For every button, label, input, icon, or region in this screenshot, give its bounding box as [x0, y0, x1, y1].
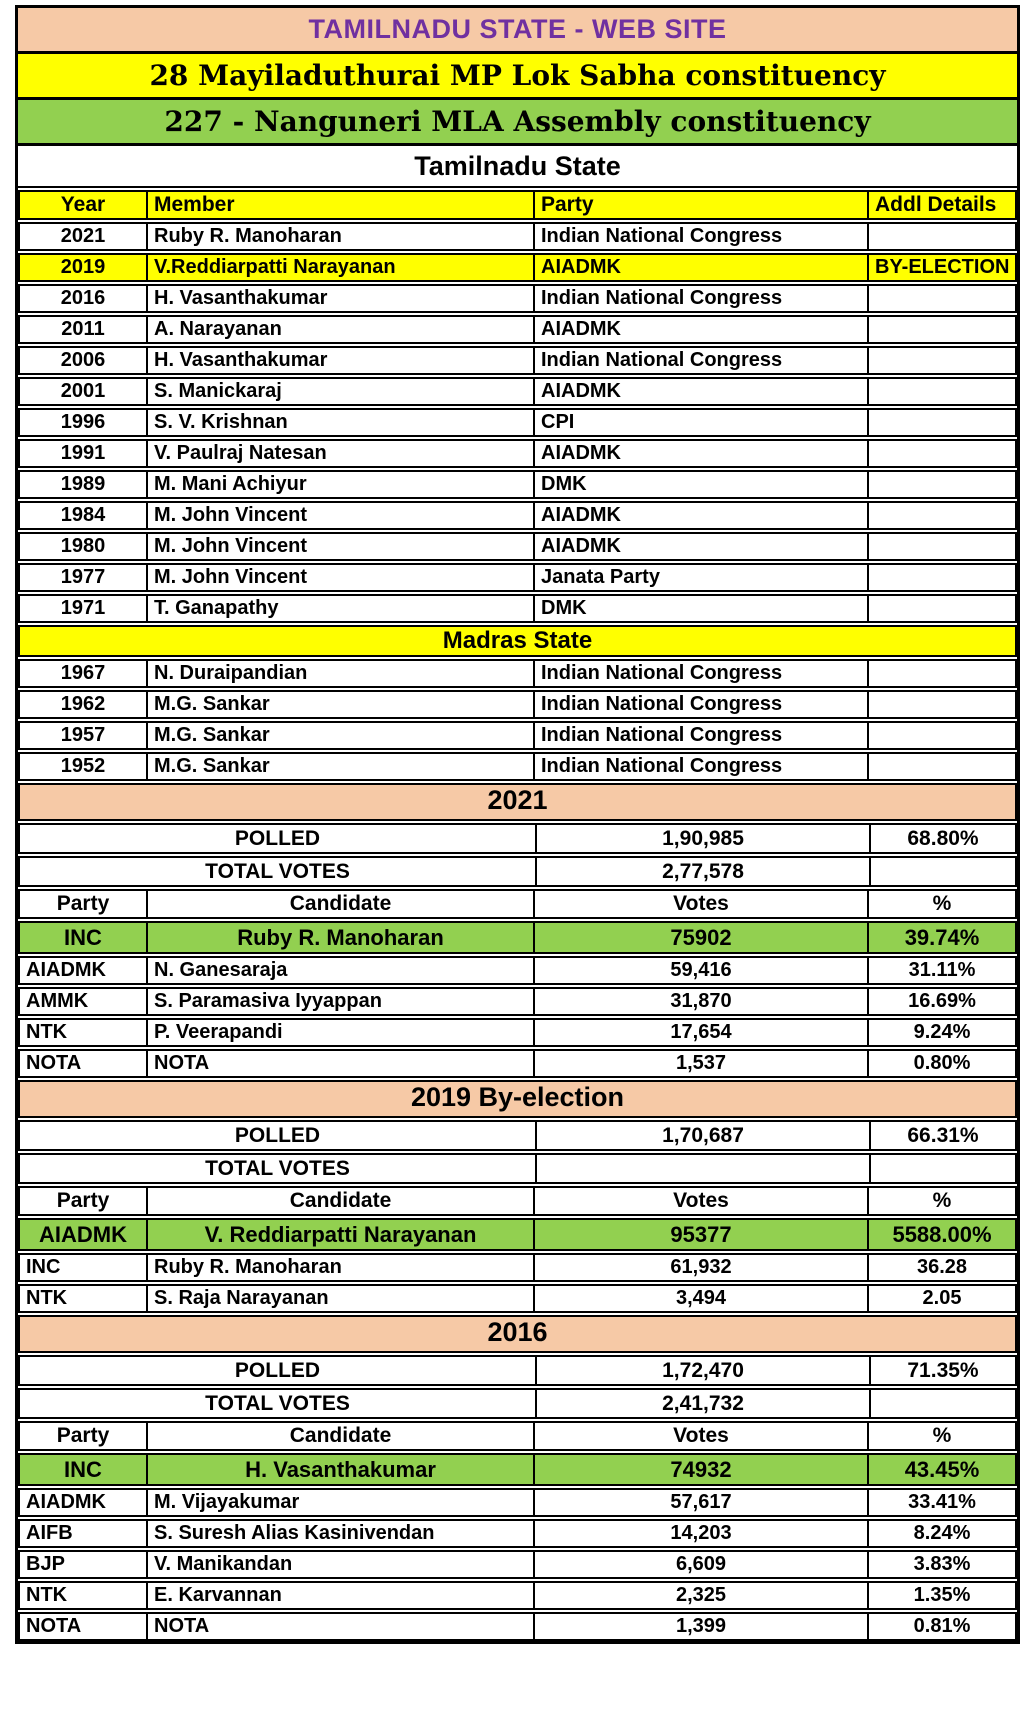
winner-row [18, 1218, 1017, 1251]
votes-cell: 95377 [533, 1220, 867, 1249]
addl-details-cell [867, 503, 1015, 528]
state-banner-madras [18, 625, 1017, 657]
result-row [18, 1284, 1017, 1313]
percent-cell: 31.11% [867, 958, 1015, 983]
percent-cell: 33.41% [867, 1490, 1015, 1515]
member-cell: Ruby R. Manoharan [146, 224, 533, 249]
candidate-cell: S. Suresh Alias Kasinivendan [146, 1521, 533, 1546]
member-header: Member [146, 192, 533, 218]
votes-cell: 14,203 [533, 1521, 867, 1546]
candidate-cell: S. Raja Narayanan [146, 1286, 533, 1311]
result-row [18, 1519, 1017, 1548]
year-cell: 1991 [60, 442, 106, 464]
year-cell: 1952 [60, 755, 106, 777]
addl-details-header: Addl Details [867, 192, 1015, 218]
addl-details-cell [867, 348, 1015, 373]
polled-value: 1,90,985 [535, 825, 869, 852]
percent-header: % [867, 1423, 1015, 1449]
party-cell: DMK [533, 472, 867, 497]
result-row [18, 1581, 1017, 1610]
addl-details-cell [867, 565, 1015, 590]
year-cell: 2021 [60, 225, 106, 247]
member-cell: M.G. Sankar [146, 692, 533, 717]
member-cell: S. Manickaraj [146, 379, 533, 404]
party-cell: Indian National Congress [533, 224, 867, 249]
party-cell: AIADMK [533, 317, 867, 342]
addl-details-cell: BY-ELECTION [867, 255, 1015, 280]
page [0, 5, 1030, 1724]
member-cell: M. Mani Achiyur [146, 472, 533, 497]
percent-header: % [867, 891, 1015, 917]
year-cell: 2019 [60, 256, 106, 278]
year-cell: 1996 [60, 411, 106, 433]
party-cell: NOTA [26, 1615, 82, 1637]
party-cell: AIADMK [533, 379, 867, 404]
candidate-cell: V. Manikandan [146, 1552, 533, 1577]
member-row [18, 690, 1017, 719]
party-cell: INC [20, 1455, 146, 1484]
candidate-cell: P. Veerapandi [146, 1020, 533, 1045]
votes-cell: 74932 [533, 1455, 867, 1484]
assembly-banner [18, 100, 1017, 146]
party-cell: NTK [26, 1287, 68, 1309]
member-row [18, 594, 1017, 623]
party-cell: AIADMK [533, 503, 867, 528]
polled-row [18, 1120, 1017, 1151]
total-votes-value: 2,77,578 [535, 858, 869, 885]
party-cell: AMMK [26, 990, 89, 1012]
member-row [18, 439, 1017, 468]
member-cell: S. V. Krishnan [146, 410, 533, 435]
party-cell: NOTA [26, 1052, 82, 1074]
candidate-cell: E. Karvannan [146, 1583, 533, 1608]
party-cell: Janata Party [533, 565, 867, 590]
votes-cell: 1,537 [533, 1051, 867, 1076]
member-row [18, 752, 1017, 781]
candidate-header: Candidate [146, 1423, 533, 1449]
member-row [18, 563, 1017, 592]
member-row [18, 470, 1017, 499]
lok-sabha-banner [18, 54, 1017, 100]
site-title: TAMILNADU STATE - WEB SITE [308, 14, 727, 44]
year-cell: 2016 [60, 287, 106, 309]
total-votes-percent [869, 858, 1015, 885]
polled-label: POLLED [234, 1358, 321, 1382]
polled-value: 1,70,687 [535, 1122, 869, 1149]
lok-sabha-title: 28 Mayiladuthurai MP Lok Sabha constituency [149, 59, 886, 92]
addl-details-cell [867, 379, 1015, 404]
year-cell: 1957 [60, 724, 106, 746]
votes-cell: 57,617 [533, 1490, 867, 1515]
member-cell: M. John Vincent [146, 503, 533, 528]
member-row-byelection [18, 253, 1017, 282]
addl-details-cell [867, 317, 1015, 342]
addl-details-cell [867, 286, 1015, 311]
year-cell: 1962 [60, 693, 106, 715]
polled-percent: 66.31% [869, 1122, 1015, 1149]
member-row [18, 532, 1017, 561]
member-row [18, 346, 1017, 375]
total-votes-label: TOTAL VOTES [205, 1391, 350, 1415]
assembly-title: 227 - Nanguneri MLA Assembly constituency [164, 105, 871, 138]
party-cell: NTK [26, 1584, 68, 1606]
percent-cell: 8.24% [867, 1521, 1015, 1546]
election-title-banner-2016 [18, 1315, 1017, 1353]
votes-cell: 6,609 [533, 1552, 867, 1577]
party-cell: AIADMK [26, 1491, 106, 1513]
votes-cell: 75902 [533, 923, 867, 952]
candidate-cell: M. Vijayakumar [146, 1490, 533, 1515]
member-cell: M. John Vincent [146, 534, 533, 559]
candidate-cell: Ruby R. Manoharan [146, 1255, 533, 1280]
candidate-header: Candidate [146, 891, 533, 917]
winner-row [18, 1453, 1017, 1486]
year-cell: 2001 [60, 380, 106, 402]
member-row [18, 721, 1017, 750]
election-title-banner-2019 [18, 1080, 1017, 1118]
result-row [18, 987, 1017, 1016]
year-cell: 1984 [60, 504, 106, 526]
votes-cell: 2,325 [533, 1583, 867, 1608]
party-header: Party [56, 1424, 110, 1447]
member-cell: H. Vasanthakumar [146, 286, 533, 311]
party-cell: NTK [26, 1021, 68, 1043]
party-cell: AIADMK [533, 534, 867, 559]
polled-row [18, 1355, 1017, 1386]
percent-cell: 39.74% [867, 923, 1015, 952]
percent-cell: 0.80% [867, 1051, 1015, 1076]
votes-cell: 3,494 [533, 1286, 867, 1311]
member-cell: A. Narayanan [146, 317, 533, 342]
candidate-header: Candidate [146, 1188, 533, 1214]
addl-details-cell [867, 692, 1015, 717]
party-cell: AIFB [26, 1522, 73, 1544]
party-cell: CPI [533, 410, 867, 435]
votes-cell: 59,416 [533, 958, 867, 983]
candidate-cell: NOTA [146, 1051, 533, 1076]
result-row [18, 1612, 1017, 1641]
member-cell: N. Duraipandian [146, 661, 533, 686]
polled-label: POLLED [234, 826, 321, 850]
percent-cell: 43.45% [867, 1455, 1015, 1484]
member-cell: M.G. Sankar [146, 723, 533, 748]
party-cell: Indian National Congress [533, 692, 867, 717]
party-cell: AIADMK [533, 441, 867, 466]
state-title: Tamilnadu State [414, 150, 621, 181]
polled-value: 1,72,470 [535, 1357, 869, 1384]
party-cell: BJP [26, 1553, 65, 1575]
total-votes-row [18, 1153, 1017, 1184]
result-row [18, 1253, 1017, 1282]
party-header: Party [533, 192, 867, 218]
member-cell: H. Vasanthakumar [146, 348, 533, 373]
members-header-row [18, 190, 1017, 220]
party-cell: Indian National Congress [533, 754, 867, 779]
member-cell: T. Ganapathy [146, 596, 533, 621]
year-cell: 1967 [60, 662, 106, 684]
total-votes-row [18, 1388, 1017, 1419]
votes-header: Votes [533, 1423, 867, 1449]
addl-details-cell [867, 596, 1015, 621]
total-votes-row [18, 856, 1017, 887]
member-row [18, 284, 1017, 313]
addl-details-cell [867, 441, 1015, 466]
addl-details-cell [867, 754, 1015, 779]
state-title: Madras State [442, 627, 593, 654]
constituency-sheet [15, 5, 1020, 1644]
percent-cell: 1.35% [867, 1583, 1015, 1608]
percent-cell: 0.81% [867, 1614, 1015, 1639]
state-banner-tamilnadu [18, 146, 1017, 188]
year-cell: 2006 [60, 349, 106, 371]
result-row [18, 1018, 1017, 1047]
year-header: Year [60, 193, 106, 216]
polled-row [18, 823, 1017, 854]
site-title-banner [18, 8, 1017, 54]
result-row [18, 1049, 1017, 1078]
party-cell: INC [20, 923, 146, 952]
year-cell: 1971 [60, 597, 106, 619]
party-cell: Indian National Congress [533, 661, 867, 686]
total-votes-percent [869, 1155, 1015, 1182]
member-cell: V.Reddiarpatti Narayanan [146, 255, 533, 280]
addl-details-cell [867, 472, 1015, 497]
addl-details-cell [867, 410, 1015, 435]
votes-header: Votes [533, 891, 867, 917]
year-cell: 1977 [60, 566, 106, 588]
addl-details-cell [867, 723, 1015, 748]
party-cell: DMK [533, 596, 867, 621]
addl-details-cell [867, 224, 1015, 249]
candidate-cell: N. Ganesaraja [146, 958, 533, 983]
votes-cell: 31,870 [533, 989, 867, 1014]
year-cell: 2011 [61, 318, 105, 340]
total-votes-label: TOTAL VOTES [205, 1156, 350, 1180]
percent-header: % [867, 1188, 1015, 1214]
member-cell: M. John Vincent [146, 565, 533, 590]
party-cell: Indian National Congress [533, 348, 867, 373]
election-title: 2016 [487, 1317, 548, 1347]
percent-cell: 36.28 [867, 1255, 1015, 1280]
year-cell: 1980 [60, 535, 106, 557]
member-row [18, 315, 1017, 344]
total-votes-percent [869, 1390, 1015, 1417]
percent-cell: 16.69% [867, 989, 1015, 1014]
polled-percent: 68.80% [869, 825, 1015, 852]
member-cell: M.G. Sankar [146, 754, 533, 779]
member-row [18, 659, 1017, 688]
party-header: Party [56, 1189, 110, 1212]
winner-row [18, 921, 1017, 954]
party-cell: INC [26, 1256, 61, 1278]
year-cell: 1989 [60, 473, 106, 495]
member-row [18, 222, 1017, 251]
results-header-row [18, 1421, 1017, 1451]
result-row [18, 1488, 1017, 1517]
party-cell: Indian National Congress [533, 286, 867, 311]
member-row [18, 501, 1017, 530]
percent-cell: 2.05 [867, 1286, 1015, 1311]
addl-details-cell [867, 534, 1015, 559]
candidate-cell: V. Reddiarpatti Narayanan [146, 1220, 533, 1249]
candidate-cell: Ruby R. Manoharan [146, 923, 533, 952]
percent-cell: 9.24% [867, 1020, 1015, 1045]
party-header: Party [56, 892, 110, 915]
result-row [18, 956, 1017, 985]
results-header-row [18, 1186, 1017, 1216]
party-cell: AIADMK [26, 959, 106, 981]
addl-details-cell [867, 661, 1015, 686]
party-cell: AIADMK [533, 255, 867, 280]
election-title-banner-2021 [18, 783, 1017, 821]
total-votes-value: 2,41,732 [535, 1390, 869, 1417]
total-votes-label: TOTAL VOTES [205, 859, 350, 883]
party-cell: AIADMK [20, 1220, 146, 1249]
candidate-cell: H. Vasanthakumar [146, 1455, 533, 1484]
election-title: 2019 By-election [410, 1082, 625, 1112]
votes-cell: 1,399 [533, 1614, 867, 1639]
member-row [18, 408, 1017, 437]
polled-percent: 71.35% [869, 1357, 1015, 1384]
votes-cell: 17,654 [533, 1020, 867, 1045]
result-row [18, 1550, 1017, 1579]
percent-cell: 3.83% [867, 1552, 1015, 1577]
total-votes-value [535, 1155, 869, 1182]
polled-label: POLLED [234, 1123, 321, 1147]
member-row [18, 377, 1017, 406]
results-header-row [18, 889, 1017, 919]
party-cell: Indian National Congress [533, 723, 867, 748]
votes-header: Votes [533, 1188, 867, 1214]
candidate-cell: S. Paramasiva Iyyappan [146, 989, 533, 1014]
member-cell: V. Paulraj Natesan [146, 441, 533, 466]
candidate-cell: NOTA [146, 1614, 533, 1639]
percent-cell: 5588.00% [867, 1220, 1015, 1249]
votes-cell: 61,932 [533, 1255, 867, 1280]
election-title: 2021 [487, 785, 548, 815]
